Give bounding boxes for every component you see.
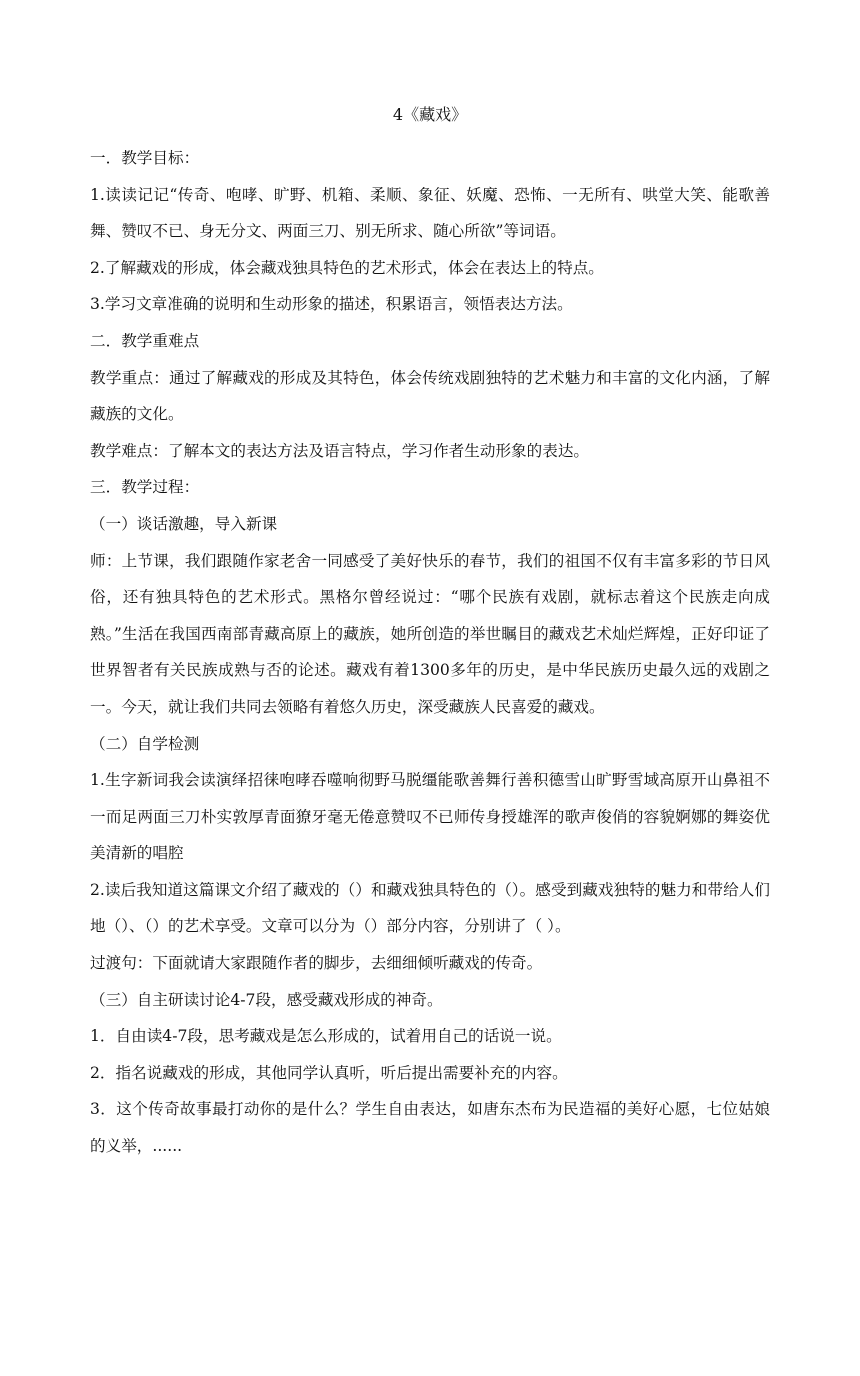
step-2-heading: （二）自学检测 (90, 734, 200, 753)
document-page (90, 104, 770, 1165)
objective-1: 1.读读记记“传奇、咆哮、旷野、机箱、柔顺、象征、妖魔、恐怖、一无所有、哄堂大笑、能歌善舞、赞叹不已、身无分文、两面三刀、别无所求、随心所欲”等词语。 (90, 185, 770, 241)
difficult-point: 教学难点：了解本文的表达方法及语言特点，学习作者生动形象的表达。 (90, 441, 590, 460)
section-heading-key-points: 二．教学重难点 (90, 331, 200, 350)
document-title: 4《藏戏》 (392, 105, 468, 124)
step-1-heading: （一）谈话激趣，导入新课 (90, 514, 278, 533)
key-point: 教学重点：通过了解藏戏的形成及其特色，体会传统戏剧独特的艺术魅力和丰富的文化内涵，了解藏族的文化。 (90, 368, 770, 424)
activity-2: 2．指名说藏戏的形成，其他同学认真听，听后提出需要补充的内容。 (90, 1063, 568, 1082)
transition-sentence: 过渡句：下面就请大家跟随作者的脚步，去细细倾听藏戏的传奇。 (90, 954, 543, 973)
fill-in-blank-question: 2.读后我知道这篇课文介绍了藏戏的（）和藏戏独具特色的（）。感受到藏戏独特的魅力和带给人们地（）、（）的艺术享受。文章可以分为（）部分内容，分别讲了（ ）。 (90, 880, 770, 936)
section-heading-process: 三．教学过程： (90, 478, 200, 497)
activity-1: 1．自由读4-7段，思考藏戏是怎么形成的，试着用自己的话说一说。 (90, 1027, 562, 1046)
teacher-intro-paragraph: 师：上节课，我们跟随作家老舍一同感受了美好快乐的春节，我们的祖国不仅有丰富多彩的节日风俗，还有独具特色的艺术形式。黑格尔曾经说过：“哪个民族有戏剧，就标志着这个民族走向成熟。”生活在我国西南部青藏高原上的藏族，她所创造的举世瞩目的藏戏艺术灿烂辉煌，正好印证了世界智者有关民族成熟与否的论述。藏戏有着1300多年的历史，是中华民族历史最久远的戏剧之一。今天，就让我们共同去领略有着悠久历史，深受藏族人民喜爱的藏戏。 (90, 551, 770, 716)
section-heading-objectives: 一．教学目标： (90, 149, 200, 167)
vocab-list: 1.生字新词我会读演绎招徕咆哮吞噬响彻野马脱缰能歌善舞行善积德雪山旷野雪域高原开山鼻祖不一而足两面三刀朴实敦厚青面獠牙毫无倦意赞叹不已师传身授雄浑的歌声俊俏的容貌婀娜的舞姿优美清新的唱腔 (90, 771, 770, 863)
objective-3: 3.学习文章准确的说明和生动形象的描述，积累语言，领悟表达方法。 (90, 295, 573, 314)
step-3-heading: （三）自主研读讨论4-7段，感受藏戏形成的神奇。 (90, 990, 443, 1009)
objective-2: 2.了解藏戏的形成，体会藏戏独具特色的艺术形式，体会在表达上的特点。 (90, 258, 604, 277)
activity-3: 3．这个传奇故事最打动你的是什么？学生自由表达，如唐东杰布为民造福的美好心愿，七位姑娘的义举，...... (90, 1100, 770, 1156)
